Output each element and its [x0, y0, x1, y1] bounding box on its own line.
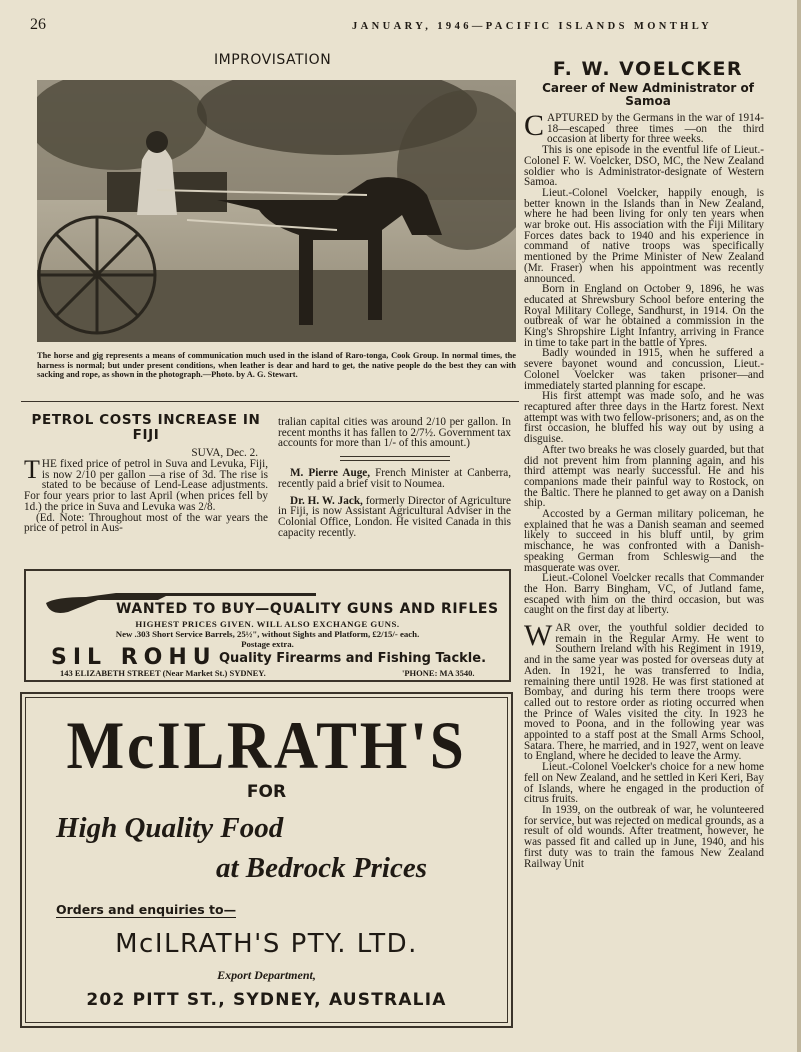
petrol-headline: PETROL COSTS INCREASE IN FIJI — [31, 412, 261, 443]
guns-tagline: Quality Firearms and Fishing Tackle. — [219, 651, 487, 666]
mcilrath-for: FOR — [246, 782, 287, 802]
voelcker-drop-cap-2: W — [524, 619, 553, 653]
mcilrath-slogan-line2: at Bedrock Prices — [216, 852, 428, 884]
voelcker-p1: APTURED by the Germans in the war of 1914-18—escaped three times —on the third occasion at liberty for three weeks. — [547, 112, 764, 146]
jack-name: Dr. H. W. Jack, — [290, 494, 363, 507]
column-divider — [340, 456, 450, 461]
mcilrath-export: Export Department, — [217, 968, 316, 982]
mcilrath-orders: Orders and enquiries to— — [56, 902, 237, 917]
voelcker-p12: In 1939, on the outbreak of war, he volunteered for service, but was rejected on medical grounds, as a result of old wounds. After treatment, however, he was passed fit and called up in June, 1940, and his first duty was to train the famous New Zealand Railway Unit — [524, 804, 764, 870]
guns-barrels-line: New .303 Short Service Barrels, 25½", without Sights and Platform, £2/15/- each. — [115, 629, 420, 639]
guns-address: 143 ELIZABETH STREET (Near Market St.) SYDNEY. — [60, 668, 266, 678]
page-edge — [797, 0, 801, 1052]
petrol-editor-note: (Ed. Note: Throughout most of the war years the price of petrol in Aus- — [24, 511, 268, 535]
mcilrath-slogan-line1: High Quality Food — [56, 812, 284, 844]
voelcker-paragraph — [524, 619, 764, 763]
guns-postage-line: Postage extra. — [241, 639, 294, 649]
voelcker-p5: Badly wounded in 1915, when he suffered a severe bayonet wound and concussion, Lieut.-Colonel Voelcker was taken prisoner—and immediately started planning for escape. — [524, 347, 764, 392]
petrol-paragraph: HE fixed price of petrol in Suva and Levuka, Fiji, is now 2/10 per gallon —a rise of 3d. The rise is stated to be because of Lend-Lease adjustments. For four years prior to last April (when prices fell by 1d.) the price in Suva and Levuka was 2/8. — [24, 458, 268, 513]
guns-offer-line: HIGHEST PRICES GIVEN. WILL ALSO EXCHANGE GUNS. — [135, 619, 400, 629]
voelcker-subhead: Career of New Administrator of Samoa — [542, 81, 754, 108]
mcilrath-advertisement — [20, 692, 513, 1028]
voelcker-p8: Accosted by a German military policeman, he explained that he was a Danish seaman and seemed likely to succeed in his bluff until, by grim mischance, he was confronted with a Danish-speaking German from Schleswig—and the masquerate was over. — [524, 508, 764, 574]
petrol-article-body — [24, 455, 268, 535]
page-number: 26 — [30, 16, 46, 33]
photo-illustration — [37, 80, 516, 342]
guns-advertisement — [24, 569, 511, 682]
voelcker-p9: Lieut.-Colonel Voelcker recalls that Commander the Hon. Barry Bingham, VC, of Jutland fame, escaped with him on the third occasion, but was caught on the first day at liberty. — [524, 572, 764, 617]
voelcker-p2: This is one episode in the eventful life of Lieut.-Colonel F. W. Voelcker, DSO, MC, the New Zealand soldier who is Administrator-designate of Western Samoa. — [524, 144, 764, 189]
photo-caption: The horse and gig represents a means of communication much used in the island of Raro-tonga, Cook Group. In normal times, the harness is normal; but under present conditions, when leather is dear and hard to get, the native people do the best they can with sacking and rope, as shown in the photograph.—Photo. by A. G. Stewart. — [37, 351, 516, 380]
mcilrath-brand: McILRATH'S — [66, 707, 467, 783]
mcilrath-address: 202 PITT ST., SYDNEY, AUSTRALIA — [86, 990, 447, 1010]
voelcker-p3: Lieut.-Colonel Voelcker, happily enough, is better known in the Islands than in New Zealand, where he had been living for only ten years when war broke out. His association with the Fiji Military Forces dates back to 1940 and his experience in command of native troops was specifically mentioned by the Prime Minister of New Zealand (Mr. Fraser) when his appointment was recently announced. — [524, 186, 764, 285]
voelcker-article-body — [524, 109, 764, 870]
auge-text: French Minister at Canberra, recently paid a brief visit to Noumea. — [278, 467, 511, 490]
horse-and-gig-photo — [37, 80, 516, 342]
voelcker-p11: Lieut.-Colonel Voelcker's choice for a new home fell on New Zealand, and he settled in Keri Keri, Bay of Islands, where he engaged in the production of citrus fruits. — [524, 761, 764, 806]
voelcker-p4: Born in England on October 9, 1896, he was educated at Shrewsbury School before entering the Royal Military College, Sandhurst, in 1914. On the outbreak of war he obtained a commission in the King's Shropshire Light Infantry, arriving in France in time to take part in the battle of Ypres. — [524, 283, 764, 349]
voelcker-drop-cap: C — [524, 109, 545, 142]
jack-text: formerly Director of Agriculture in Fiji, is now Assistant Agricultural Adviser in the Colonial Office, London. He visited Canada in this capacity recently. — [278, 494, 511, 539]
voelcker-paragraph — [524, 109, 764, 146]
auge-note — [278, 468, 511, 489]
guns-brand: SIL ROHU — [51, 645, 217, 670]
mcilrath-company: McILRATH'S PTY. LTD. — [115, 929, 418, 959]
guns-headline: WANTED TO BUY—QUALITY GUNS AND RIFLES — [116, 601, 499, 617]
news-notes-column — [278, 417, 511, 538]
running-head: JANUARY, 1946—PACIFIC ISLANDS MONTHLY — [352, 21, 713, 32]
section-rule — [21, 401, 519, 402]
petrol-note-continued: tralian capital cities was around 2/10 per gallon. In recent months it has fallen to 2/7½. Government tax accounts for more than 1/- of this amount.) — [278, 416, 512, 450]
guns-phone: 'PHONE: MA 3540. — [402, 668, 475, 678]
petrol-drop-cap: T — [24, 455, 40, 484]
auge-name: M. Pierre Auge, — [290, 467, 371, 480]
jack-note — [278, 496, 511, 539]
voelcker-p10: AR over, the youthful soldier decided to remain in the Regular Army. He went to Southern Ireland with his Regiment in 1919, and in the same year was posted for overseas duty at Aden. In 1921, he was transferred to India, remaining there until 1928. He was first stationed at Bombay, and during his term there troops were called out to restore order as rioting occurred when the Prince of Wales visited the city. In 1923 he moved to Poona, and in the following year was appointed to a staff post at the Small Arms School, Satara. There, he married, and in 1927, went on leave to England, where he decided to leave the Army. — [524, 622, 764, 763]
petrol-dateline: SUVA, Dec. 2. — [191, 447, 258, 459]
voelcker-p7: After two breaks he was closely guarded, but that did not prevent him from planning again, and his third attempt was nearly successful. He and his companions made their painful way to Rostock, on the Baltic. There he planned to get away on a Danish ship. — [524, 443, 764, 510]
voelcker-p6: His first attempt was made solo, and he was recaptured after three days in the Hartz forest. Next attempt was with two fellow-prisoners; and, as on the first occasion, he bluffed his way out by using a disguise. — [524, 390, 764, 446]
photo-title: IMPROVISATION — [214, 52, 332, 68]
voelcker-headline: F. W. VOELCKER — [552, 58, 744, 80]
